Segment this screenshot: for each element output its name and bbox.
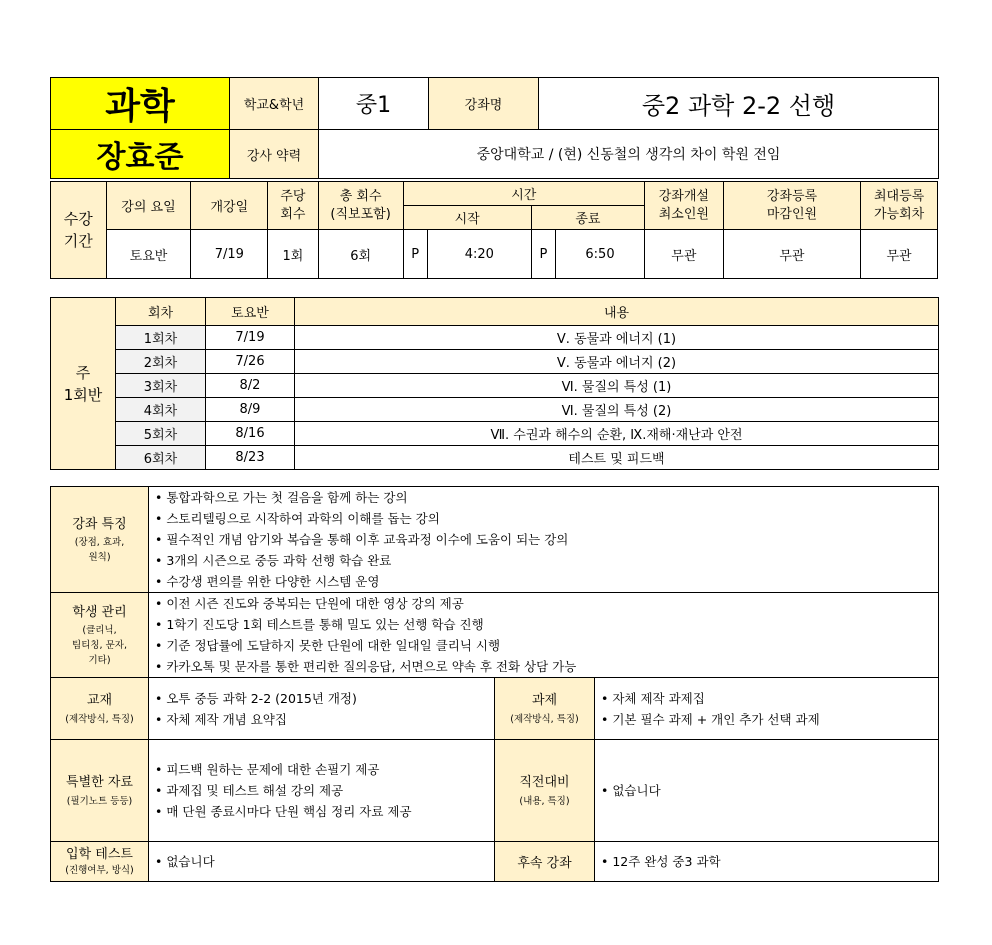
total-count-header-line1: 총 회수 [339, 188, 382, 204]
deadline-header [723, 182, 860, 230]
textbook-label-sub: (제작방식, 특징) [65, 714, 134, 725]
schedule-date: 8/16 [206, 422, 295, 446]
list-item: • 오투 중등 과학 2-2 (2015년 개정) [155, 688, 494, 709]
exam-prep-label-sub: (내용, 특징) [519, 796, 570, 807]
start-time-value: 4:20 [427, 230, 531, 279]
period-row-label [51, 182, 107, 279]
list-item: • 없습니다 [155, 851, 494, 872]
features-label [51, 487, 149, 593]
subject-cell: 과학 [51, 78, 230, 130]
deadline-value: 무관 [723, 230, 860, 279]
end-ampm-value: P [531, 230, 555, 279]
exam-prep-content [595, 740, 939, 842]
schedule-session-header: 회차 [116, 298, 206, 326]
list-item: • 피드백 원하는 문제에 대한 손필기 제공 [155, 759, 494, 780]
schedule-session: 3회차 [116, 374, 206, 398]
schedule-row [51, 374, 939, 398]
max-sessions-header [861, 182, 938, 230]
course-header-table [50, 77, 939, 179]
exam-prep-label [495, 740, 595, 842]
schedule-row [51, 398, 939, 422]
special-material-label-sub: (필기노트 등등) [66, 796, 133, 807]
schedule-row [51, 446, 939, 470]
special-material-label-text: 특별한 자료 [66, 775, 133, 790]
total-count-header-line2: (직보포함) [330, 206, 391, 222]
schedule-row [51, 326, 939, 350]
management-content [149, 593, 939, 678]
schedule-row-label-line2: 1회반 [63, 385, 103, 404]
schedule-date: 8/2 [206, 374, 295, 398]
course-name-value: 중2 과학 2-2 선행 [539, 78, 939, 130]
weekly-count-header-line2: 회수 [280, 206, 306, 222]
list-item: • 수강생 편의를 위한 다양한 시스템 운영 [155, 571, 938, 592]
management-label-sub1: (클리닉, [82, 624, 117, 636]
schedule-content: 테스트 및 피드백 [295, 446, 939, 470]
day-value: 토요반 [106, 230, 191, 279]
list-item: • 카카오톡 및 문자를 통한 편리한 질의응답, 서면으로 약속 후 전화 상담 가능 [155, 656, 938, 677]
list-item: • 통합과학으로 가는 첫 걸음을 함께 하는 강의 [155, 487, 938, 508]
homework-label-text: 과제 [531, 693, 558, 708]
max-sessions-header-line1: 최대등록 [873, 188, 925, 204]
weekly-count-header [268, 182, 319, 230]
management-label-text: 학생 관리 [72, 604, 127, 620]
teacher-cell: 장효준 [51, 130, 230, 179]
start-date-header: 개강일 [191, 182, 268, 230]
start-date-value: 7/19 [191, 230, 268, 279]
list-item: • 자체 제작 과제집 [601, 688, 938, 709]
entrance-test-label [51, 842, 149, 882]
schedule-content: Ⅵ. 물질의 특성 (2) [295, 398, 939, 422]
school-grade-label: 학교&학년 [230, 78, 319, 130]
schedule-date: 8/23 [206, 446, 295, 470]
schedule-content-header: 내용 [295, 298, 939, 326]
list-item: • 없습니다 [601, 780, 938, 801]
schedule-session: 5회차 [116, 422, 206, 446]
list-item: • 기준 정답률에 도달하지 못한 단원에 대한 일대일 클리닉 시행 [155, 635, 938, 656]
end-time-value: 6:50 [556, 230, 645, 279]
schedule-session: 4회차 [116, 398, 206, 422]
list-item: • 과제집 및 테스트 해설 강의 제공 [155, 780, 494, 801]
time-end-header: 종료 [531, 206, 644, 230]
list-item: • 필수적인 개념 암기와 복습을 통해 이후 교육과정 이수에 도움이 되는 강의 [155, 529, 938, 550]
homework-list [595, 688, 938, 730]
entrance-test-label-sub: (진행여부, 방식) [65, 864, 134, 876]
min-people-value: 무관 [644, 230, 723, 279]
special-material-list [149, 759, 494, 822]
period-row-label-text: 수강 기간 [63, 210, 93, 250]
management-label-sub2: 팀티칭, 문자, [72, 639, 127, 651]
textbook-list [149, 688, 494, 730]
textbook-label [51, 678, 149, 740]
followup-course-list [595, 851, 938, 872]
features-label-sub1: (장점, 효과, [74, 536, 125, 548]
career-value: 중앙대학교 / (현) 신동철의 생각의 차이 학원 전임 [319, 130, 939, 179]
followup-course-content [595, 842, 939, 882]
entrance-test-content [149, 842, 495, 882]
features-list [149, 487, 938, 592]
exam-prep-list [595, 780, 938, 801]
career-label: 강사 약력 [230, 130, 319, 179]
total-count-value: 6회 [318, 230, 403, 279]
list-item: • 3개의 시즌으로 중등 과학 선행 학습 완료 [155, 550, 938, 571]
schedule-date: 8/9 [206, 398, 295, 422]
homework-label-sub: (제작방식, 특징) [510, 714, 579, 725]
list-item: • 기본 필수 과제 + 개인 추가 선택 과제 [601, 709, 938, 730]
schedule-content: Ⅴ. 동물과 에너지 (2) [295, 350, 939, 374]
schedule-session: 6회차 [116, 446, 206, 470]
total-count-header [318, 182, 403, 230]
deadline-header-line1: 강좌등록 [766, 188, 818, 204]
time-header: 시간 [403, 182, 644, 206]
min-people-header [644, 182, 723, 230]
management-label [51, 593, 149, 678]
schedule-row [51, 350, 939, 374]
homework-content [595, 678, 939, 740]
followup-course-label: 후속 강좌 [495, 842, 595, 882]
schedule-row-label-line1: 주 [75, 363, 91, 382]
max-sessions-header-line2: 가능회차 [873, 206, 925, 222]
schedule-session: 1회차 [116, 326, 206, 350]
course-name-label: 강좌명 [429, 78, 539, 130]
entrance-test-list [149, 851, 494, 872]
list-item: • 자체 제작 개념 요약집 [155, 709, 494, 730]
schedule-content: Ⅴ. 동물과 에너지 (1) [295, 326, 939, 350]
features-label-sub2: 원칙) [88, 551, 111, 563]
features-label-text: 강좌 특징 [72, 516, 127, 532]
max-sessions-value: 무관 [861, 230, 938, 279]
list-item: • 스토리텔링으로 시작하여 과학의 이해를 돕는 강의 [155, 508, 938, 529]
schedule-content: Ⅶ. 수권과 해수의 순환, Ⅸ.재해·재난과 안전 [295, 422, 939, 446]
textbook-label-text: 교재 [86, 693, 113, 708]
min-people-header-line1: 강좌개설 [658, 188, 709, 204]
homework-label [495, 678, 595, 740]
schedule-row [51, 422, 939, 446]
list-item: • 12주 완성 중3 과학 [601, 851, 938, 872]
special-material-content [149, 740, 495, 842]
start-ampm-value: P [403, 230, 427, 279]
list-item: • 매 단원 종료시마다 단원 핵심 정리 자료 제공 [155, 801, 494, 822]
deadline-header-line2: 마감인원 [766, 206, 818, 222]
course-details-table [50, 486, 939, 882]
list-item: • 1학기 진도당 1회 테스트를 통해 밀도 있는 선행 학습 진행 [155, 614, 938, 635]
management-list [149, 593, 938, 677]
schedule-day-header: 토요반 [206, 298, 295, 326]
weekly-count-header-line1: 주당 [280, 188, 306, 204]
course-period-table [50, 181, 938, 279]
features-content [149, 487, 939, 593]
schedule-session: 2회차 [116, 350, 206, 374]
schedule-content: Ⅵ. 물질의 특성 (1) [295, 374, 939, 398]
schedule-date: 7/19 [206, 326, 295, 350]
min-people-header-line2: 최소인원 [658, 206, 709, 222]
time-start-header: 시작 [403, 206, 531, 230]
entrance-test-label-text: 입학 테스트 [66, 846, 133, 862]
exam-prep-label-text: 직전대비 [519, 775, 570, 790]
schedule-row-label [51, 298, 116, 470]
list-item: • 이전 시즌 진도와 중복되는 단원에 대한 영상 강의 제공 [155, 593, 938, 614]
school-grade-value: 중1 [319, 78, 429, 130]
weekly-count-value: 1회 [268, 230, 319, 279]
schedule-date: 7/26 [206, 350, 295, 374]
textbook-content [149, 678, 495, 740]
special-material-label [51, 740, 149, 842]
management-label-sub3: 기타) [88, 654, 111, 666]
day-header: 강의 요일 [106, 182, 191, 230]
schedule-table [50, 297, 939, 470]
